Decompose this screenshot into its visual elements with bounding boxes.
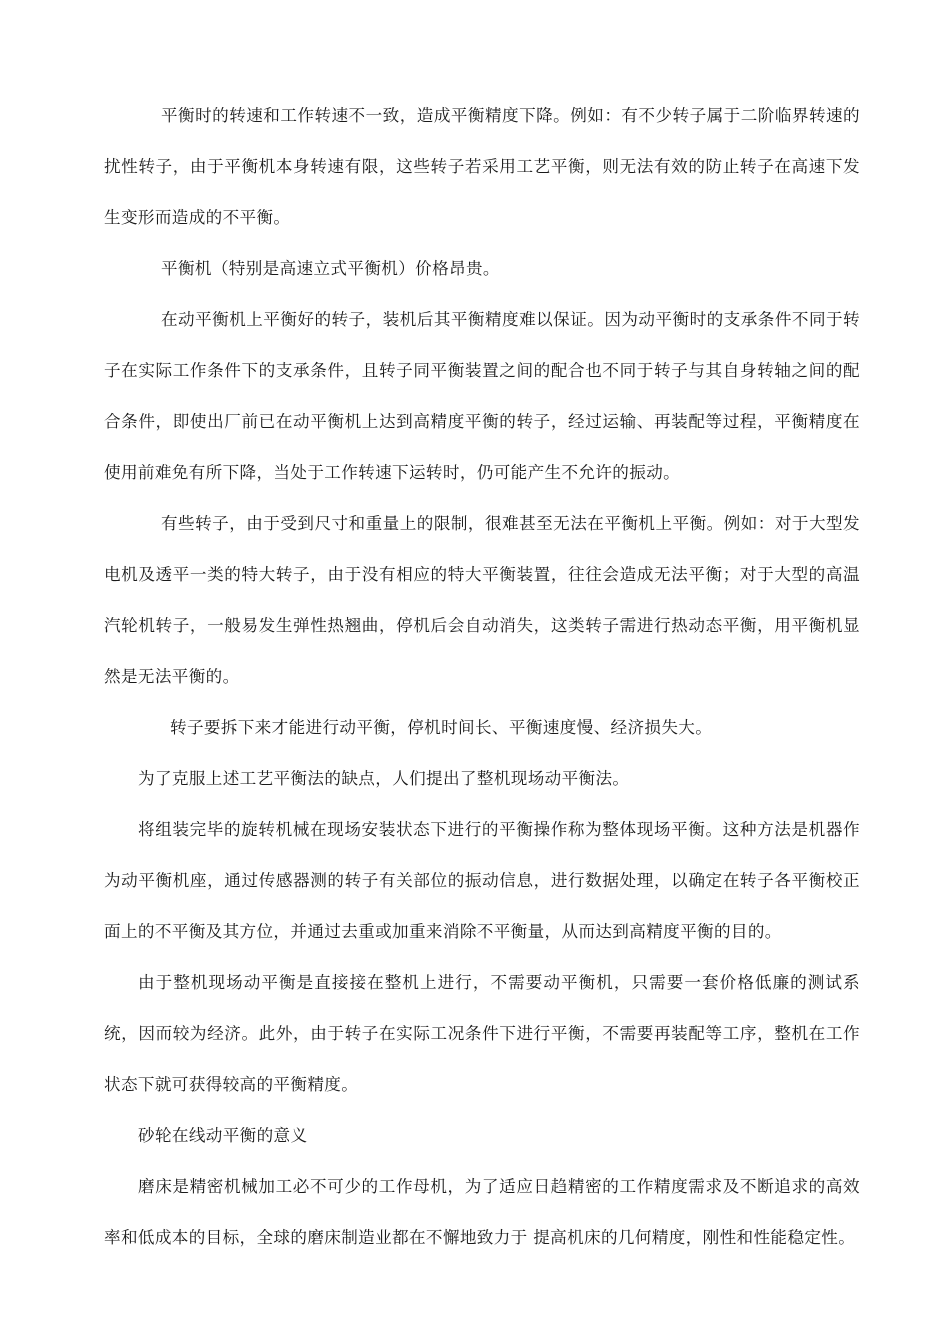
paragraph-size-limits: 有些转子，由于受到尺寸和重量上的限制，很难甚至无法在平衡机上平衡。例如：对于大型发电机及透平一类的特大转子，由于没有相应的特大平衡装置，往往会造成无法平衡；对于大型的高温汽轮机转子，一般易发生弹性热翘曲，停机后会自动消失，这类转子需进行热动态平衡，用平衡机显然是无法平衡的。 [104,514,860,686]
paragraph-downtime: 转子要拆下来才能进行动平衡，停机时间长、平衡速度慢、经济损失大。 [170,718,713,737]
paragraph-field-balancing-intro: 为了克服上述工艺平衡法的缺点，人们提出了整机现场动平衡法。 [138,769,630,788]
paragraph-assembly-accuracy: 在动平衡机上平衡好的转子，装机后其平衡精度难以保证。因为动平衡时的支承条件不同于转子在实际工作条件下的支承条件，且转子同平衡装置之间的配合也不同于转子与其自身转轴之间的配合条件，即使出厂前已在动平衡机上达到高精度平衡的转子，经过运输、再装配等过程，平衡精度在使用前难免有所下降，当处于工作转速下运转时，仍可能产生不允许的振动。 [104,310,860,482]
paragraph-field-balancing-definition: 将组装完毕的旋转机械在现场安装状态下进行的平衡操作称为整体现场平衡。这种方法是机器作为动平衡机座，通过传感器测的转子有关部位的振动信息，进行数据处理，以确定在转子各平衡校正面上的不平衡及其方位，并通过去重或加重来消除不平衡量，从而达到高精度平衡的目的。 [104,820,860,941]
paragraph-speed-mismatch: 平衡时的转速和工作转速不一致，造成平衡精度下降。例如：有不少转子属于二阶临界转速的扰性转子，由于平衡机本身转速有限，这些转子若采用工艺平衡，则无法有效的防止转子在高速下发生变形而造成的不平衡。 [104,106,860,227]
paragraph-field-balancing-advantages: 由于整机现场动平衡是直接接在整机上进行，不需要动平衡机，只需要一套价格低廉的测试系统，因而较为经济。此外，由于转子在实际工况条件下进行平衡，不需要再装配等工序，整机在工作状态下就可获得较高的平衡精度。 [104,973,860,1094]
paragraph-machine-cost: 平衡机（特别是高速立式平衡机）价格昂贵。 [161,259,500,278]
document-page [104,90,860,1263]
section-heading-grinding-wheel: 砂轮在线动平衡的意义 [138,1126,308,1145]
paragraph-grinding-machine: 磨床是精密机械加工必不可少的工作母机，为了适应日趋精密的工作精度需求及不断追求的高效率和低成本的目标，全球的磨床制造业都在不懈地致力于 提高机床的几何精度，刚性和性能稳定性。 [104,1177,860,1247]
